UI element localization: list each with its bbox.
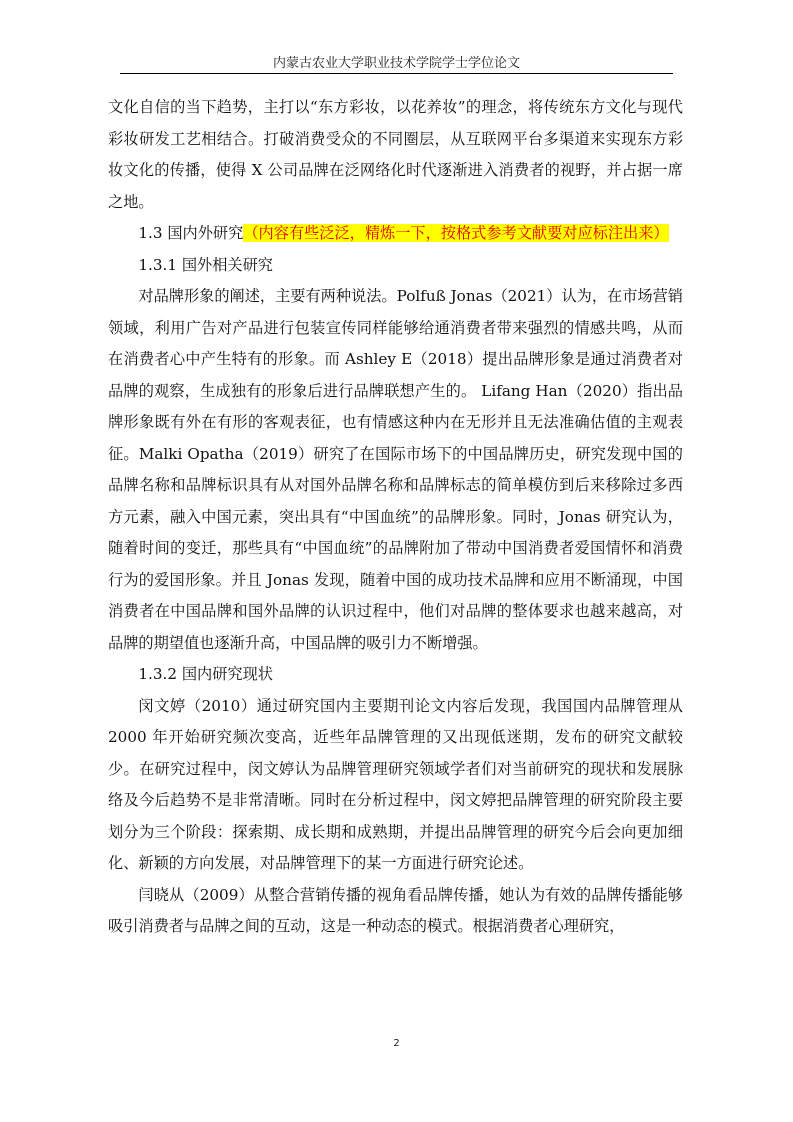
section-heading-1-3-1: 1.3.1 国外相关研究: [138, 255, 273, 274]
paragraph-foreign-research: 对品牌形象的阐述，主要有两种说法。Polfuß Jonas（2021）认为，在市场营销领域，利用广告对产品进行包装宣传同样能够给通消费者带来强烈的情感共鸣，从而在消费者心中产生特有的形象。而 Ashley E（2018）提出品牌形象是通过消费者对品牌的观察，生成独有的形象后进行品牌联想产生的。 Lifang Han（2020）指出品牌形象既有外在有形的客观表征，也有情感这种内在无形并且无法准确估值的主观表征。Malki Opatha（2019）研究了在国际市场下的中国品牌历史，研究发现中国的品牌名称和品牌标识具有从对国外品牌名称和品牌标志的简单模仿到后来移除过多西方元素，融入中国元素，突出具有“中国血统”的品牌形象。同时，Jonas 研究认为，随着时间的变迁，那些具有“中国血统”的品牌附加了带动中国消费者爱国情怀和消费行为的爱国形象。并且 Jonas 发现，随着中国的成功技术品牌和应用不断涌现，中国消费者在中国品牌和国外品牌的认识过程中，他们对品牌的整体要求也越来越高，对品牌的期望值也逐渐升高，中国品牌的吸引力不断增强。: [108, 287, 683, 652]
header-rule: [120, 73, 673, 74]
running-header: 内蒙古农业大学职业技术学院学士学位论文: [272, 56, 520, 71]
section-title: 1.3 国内外研究: [138, 224, 244, 242]
paragraph-continuation: 文化自信的当下趋势，主打以“东方彩妆，以花养妆”的理念，将传统东方文化与现代彩妆研发工艺相结合。打破消费受众的不同圈层，从互联网平台多渠道来实现东方彩妆文化的传播，使得 X 公司品牌在泛网络化时代逐渐进入消费者的视野，并占据一席之地。: [108, 98, 683, 211]
section-heading-1-3-2: 1.3.2 国内研究现状: [138, 665, 273, 683]
paragraph-domestic-research-1: 闵文婷（2010）通过研究国内主要期刊论文内容后发现，我国国内品牌管理从 2000 年开始研究频次变高，近些年品牌管理的又出现低迷期，发布的研究文献较少。在研究过程中，闵文婷认为品牌管理研究领域学者们对当前研究的现状和发展脉络及今后趋势不是非常清晰。同时在分析过程中，闵文婷把品牌管理的研究阶段主要划分为三个阶段：探索期、成长期和成熟期，并提出品牌管理的研究今后会向更加细化、新颖的方向发展，对品牌管理下的某一方面进行研究论述。: [108, 696, 683, 872]
document-body: [108, 92, 683, 943]
paragraph-domestic-research-2: 闫晓从（2009）从整合营销传播的视角看品牌传播，她认为有效的品牌传播能够吸引消费者与品牌之间的互动，这是一种动态的模式。根据消费者心理研究，: [108, 885, 683, 935]
review-comment-highlight: （内容有些泛泛，精炼一下，按格式参考文献要对应标注出来）: [243, 224, 669, 242]
section-heading-1-3: [108, 218, 683, 250]
page-number: 2: [393, 1038, 400, 1049]
